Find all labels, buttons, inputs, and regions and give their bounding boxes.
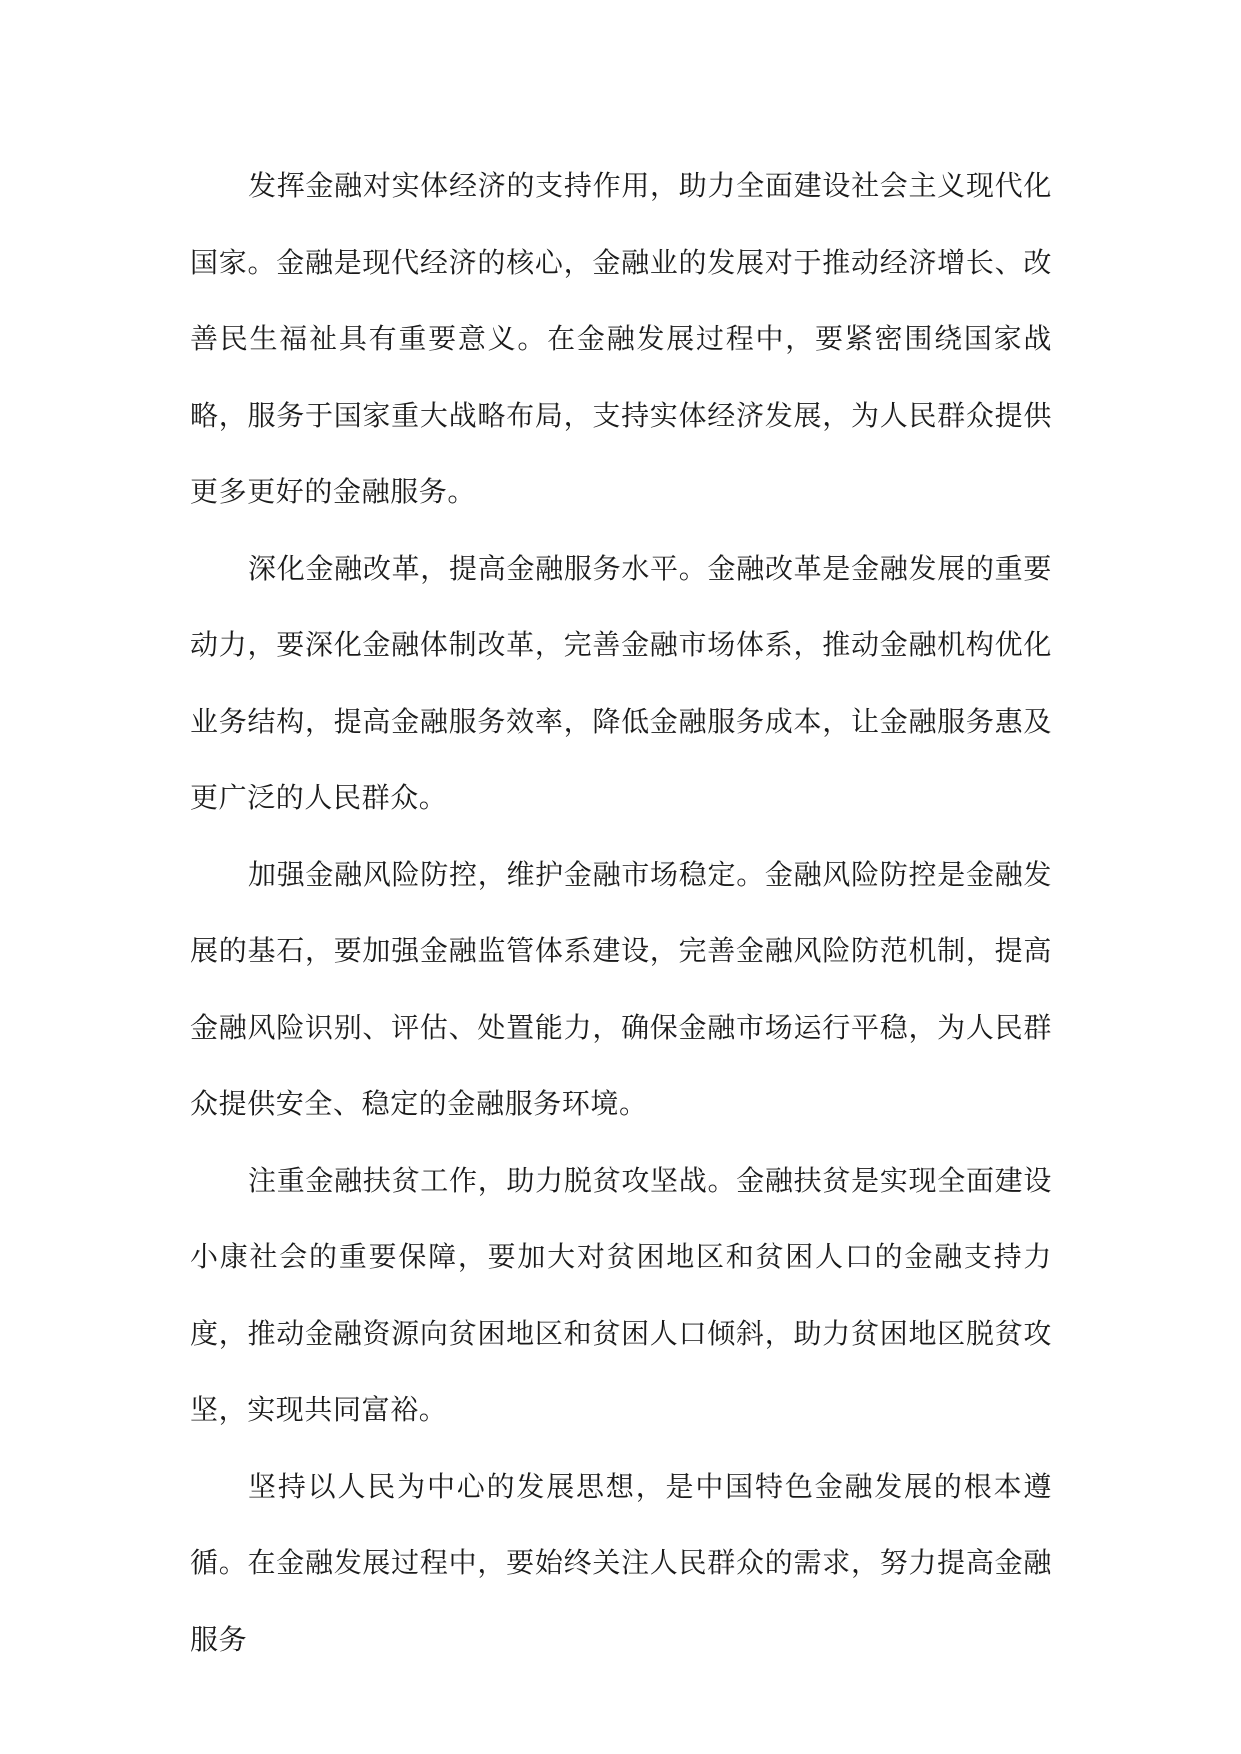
paragraph-2: 深化金融改革，提高金融服务水平。金融改革是金融发展的重要动力，要深化金融体制改革，完善金融市场体系，推动金融机构优化业务结构，提高金融服务效率，降低金融服务成本，让金融服务惠及更广泛的人民群众。 <box>190 551 1052 814</box>
paragraph-1: 发挥金融对实体经济的支持作用，助力全面建设社会主义现代化国家。金融是现代经济的核心，金融业的发展对于推动经济增长、改善民生福祉具有重要意义。在金融发展过程中，要紧密围绕国家战略，服务于国家重大战略布局，支持实体经济发展，为人民群众提供更多更好的金融服务。 <box>190 169 1052 508</box>
paragraph-5: 坚持以人民为中心的发展思想，是中国特色金融发展的根本遵循。在金融发展过程中，要始终关注人民群众的需求，努力提高金融服务 <box>190 1469 1052 1656</box>
paragraph-4: 注重金融扶贫工作，助力脱贫攻坚战。金融扶贫是实现全面建设小康社会的重要保障，要加大对贫困地区和贫困人口的金融支持力度，推动金融资源向贫困地区和贫困人口倾斜，助力贫困地区脱贫攻坚，实现共同富裕。 <box>190 1163 1052 1426</box>
paragraph-3: 加强金融风险防控，维护金融市场稳定。金融风险防控是金融发展的基石，要加强金融监管体系建设，完善金融风险防范机制，提高金融风险识别、评估、处置能力，确保金融市场运行平稳，为人民群众提供安全、稳定的金融服务环境。 <box>190 857 1052 1120</box>
document-body <box>190 148 1052 1678</box>
